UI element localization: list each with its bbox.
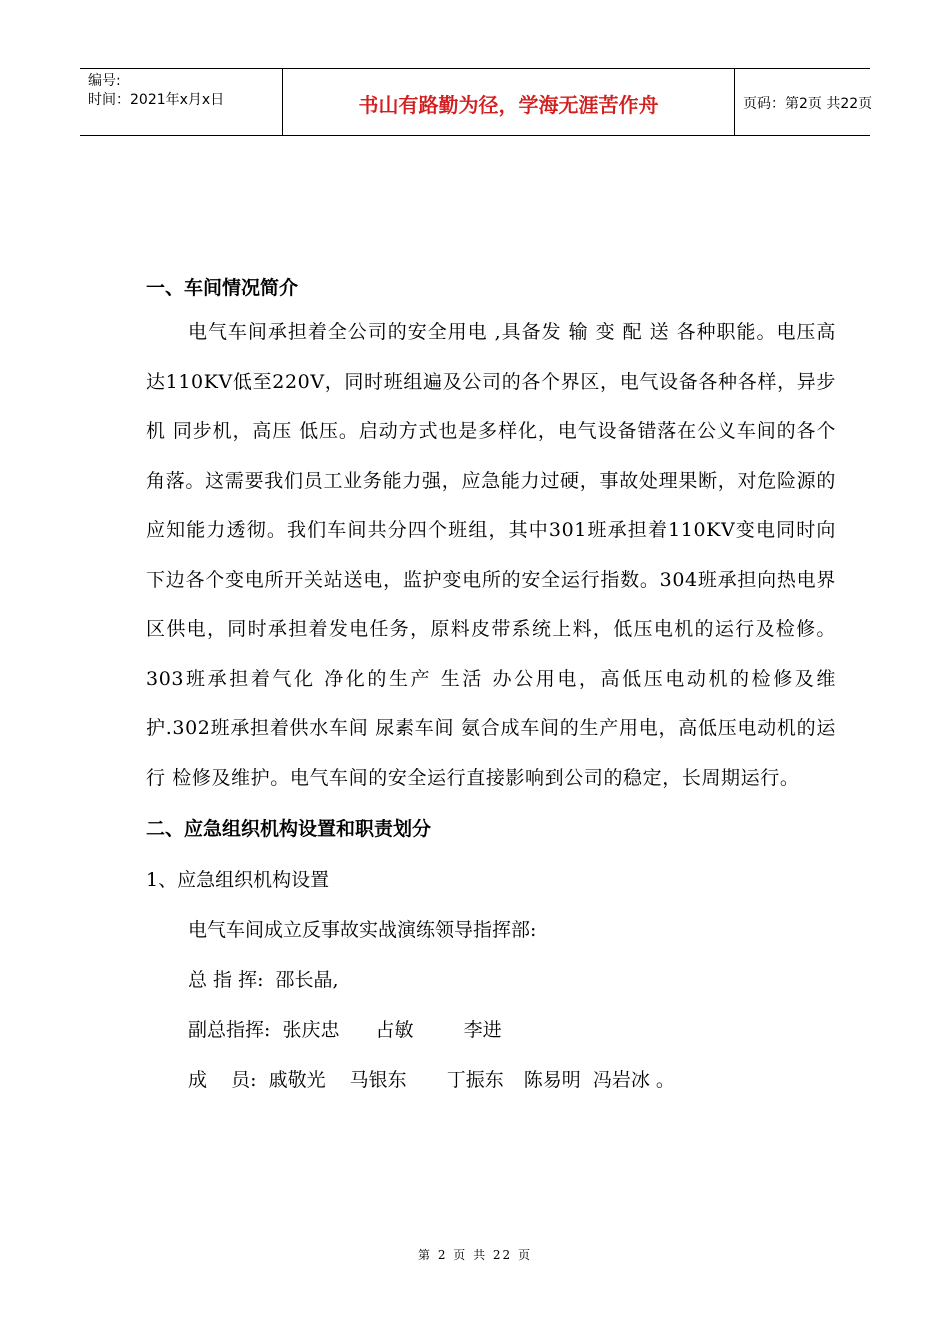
deputy-name: 占敏 [375, 1019, 414, 1041]
document-time-label: 时间：2021年x月x日 [88, 92, 225, 108]
member-name: 马银东 [349, 1069, 407, 1091]
deputy-name: 李进 [463, 1019, 502, 1041]
member-name: 丁振东 [446, 1069, 504, 1091]
section-1-title: 一、车间情况简介 [146, 277, 299, 299]
header-motto: 书山有路勤为径，学海无涯苦作舟 [358, 93, 659, 117]
member-name: 戚敬光 [268, 1069, 326, 1091]
header-right-cell [735, 69, 873, 135]
deputy-row [146, 1005, 836, 1055]
section-1-paragraph: 电气车间承担着全公司的安全用电 ,具备发 输 变 配 送 各种职能。电压高达110KV低至220V，同时班组遍及公司的各个界区，电气设备各种各样，异步机 同步机，高压 低压。启动方式也是多样化，电气设备错落在公义车间的各个角落。这需要我们员工业务能力强，应急能力过硬，事故处理果断，对危险源的应知能力透彻。我们车间共分四个班组，其中301班承担着110KV变电同时向下边各个变电所开关站送电，监护变电所的安全运行指数。304班承担向热电界区供电，同时承担着发电任务，原料皮带系统上料，低压电机的运行及检修。303班承担着气化 净化的生产 生活 办公用电，高低压电动机的检修及维护.302班承担着供水车间 尿素车间 氨合成车间的生产用电，高低压电动机的运行 检修及维护。电气车间的安全运行直接影响到公司的稳定，长周期运行。 [146, 321, 836, 789]
deputy-name: 张庆忠 [282, 1019, 340, 1041]
page-footer: 第 2 页 共 22 页 [418, 1248, 532, 1262]
header-page-code: 页码：第2页 共22页 [743, 96, 873, 112]
section-2-title: 二、应急组织机构设置和职责划分 [146, 818, 432, 840]
members-label: 成 员: [188, 1069, 257, 1091]
commander-label: 总 指 挥: [188, 969, 264, 991]
header-left-cell [80, 69, 282, 135]
document-number-label: 编号: [88, 73, 121, 89]
member-name: 陈易明 [523, 1069, 581, 1091]
commander-row [146, 955, 836, 1005]
deputy-label: 副总指挥: [188, 1019, 271, 1041]
header-middle-cell [282, 69, 735, 135]
header-table [80, 68, 873, 136]
subsection-1-title: 1、应急组织机构设置 [146, 869, 330, 891]
document-body [146, 268, 836, 1105]
command-intro: 电气车间成立反事故实战演练领导指挥部: [188, 919, 537, 941]
member-name: 冯岩冰 。 [592, 1069, 675, 1091]
commander-name: 邵长晶, [275, 969, 339, 991]
members-row [146, 1055, 836, 1105]
